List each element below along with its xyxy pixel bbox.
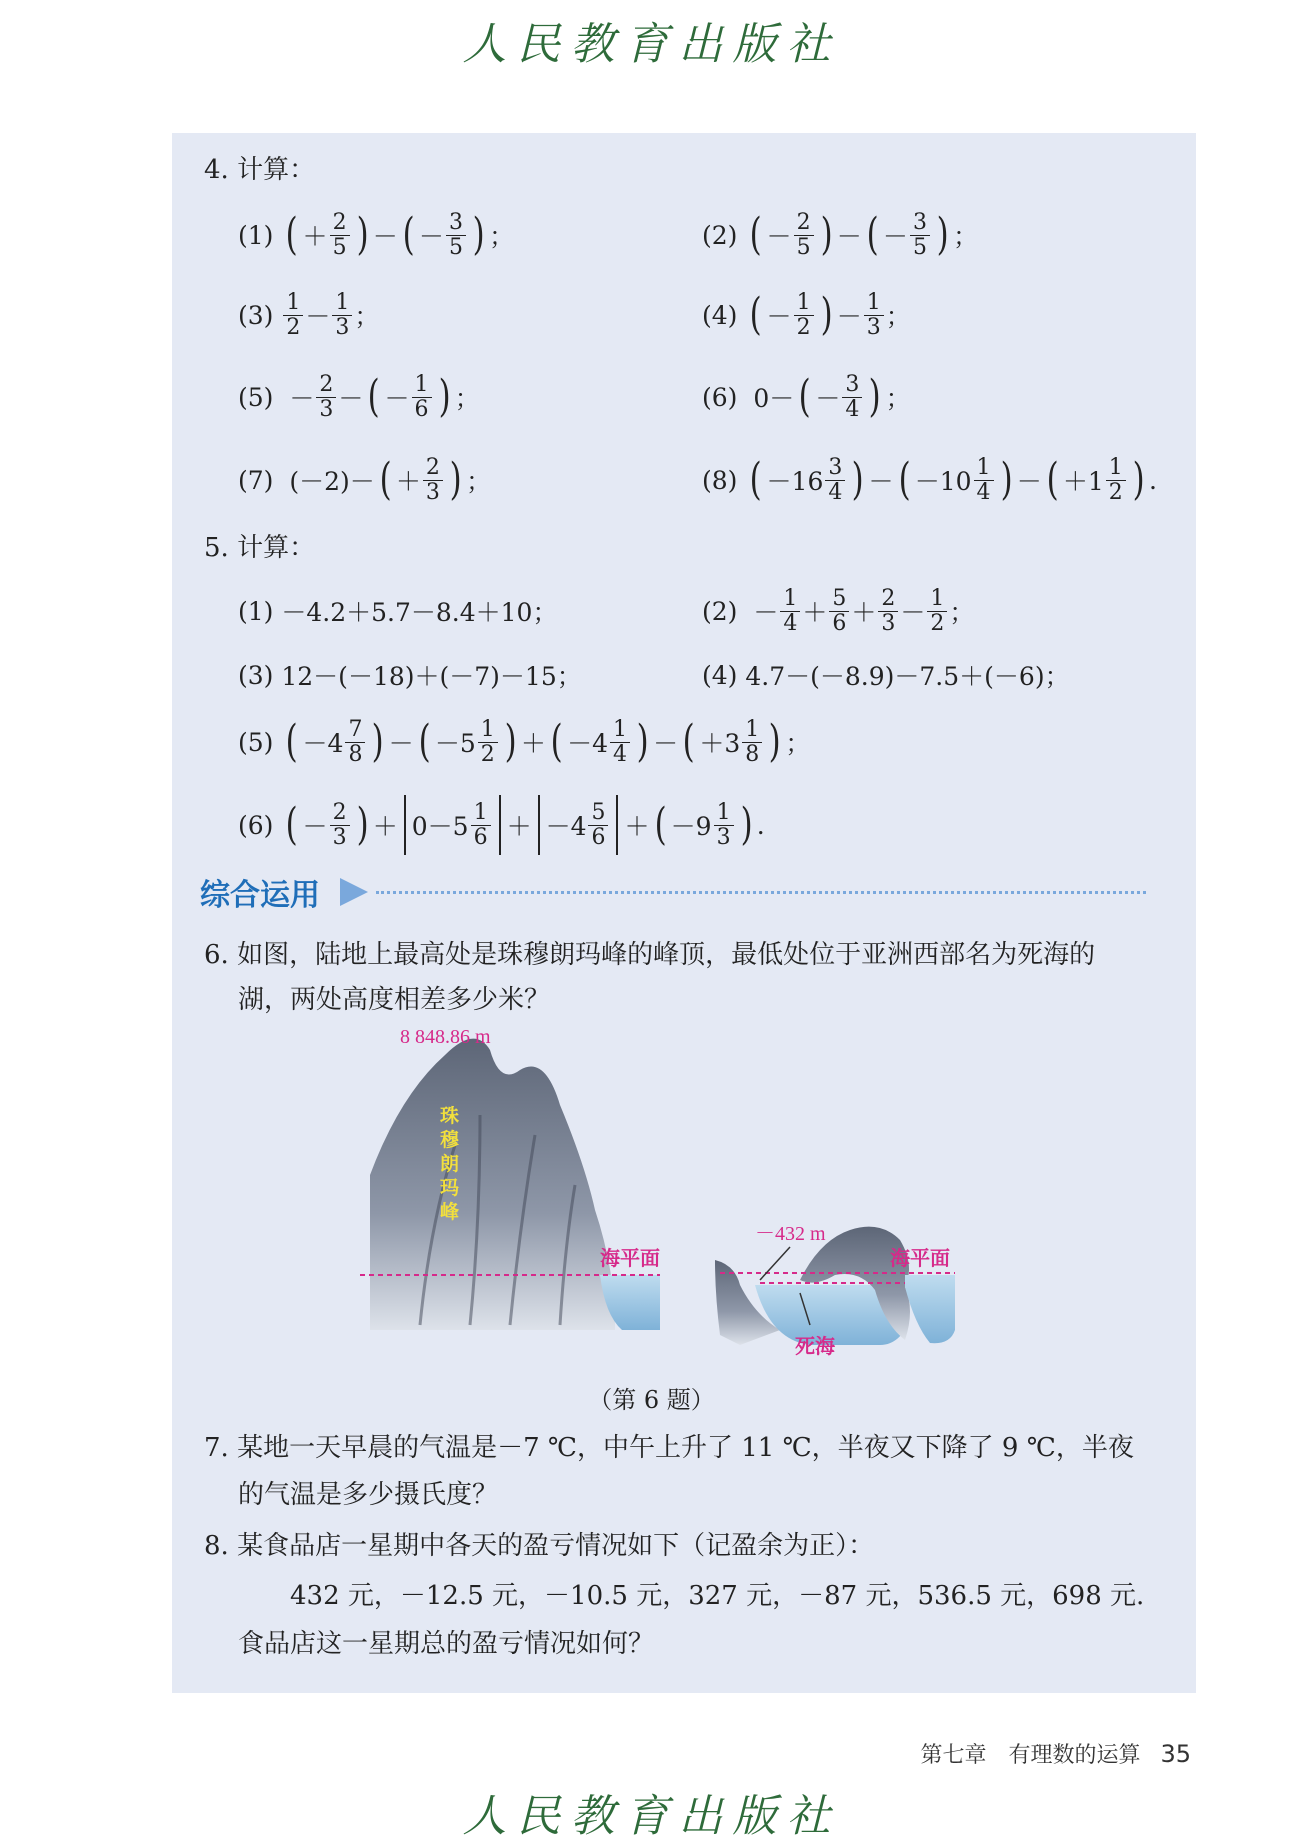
q5-item-1-expr: －4.2＋5.7－8.4＋10；	[281, 598, 558, 627]
q6-caption: （第 6 题）	[588, 1386, 715, 1414]
q6-line-1: 6. 如图，陆地上最高处是珠穆朗玛峰的峰顶，最低处位于亚洲西部名为死海的	[204, 940, 1096, 970]
section-title: 综合运用	[200, 878, 320, 913]
q5-item-5: (5) ( －4 $\frac{7}{8}$ ) － ( －5 $\frac{1}{2}$ ) ＋ ( －4 $\frac{1}{4}$ ) － ( ＋3 $\frac{1}{8}$ ) ；	[238, 716, 811, 767]
everest-name-char-1: 珠	[440, 1105, 460, 1127]
q5-item-2: (2) － $\frac{1}{4}$ ＋ $\frac{5}{6}$ ＋ $\frac{2}{3}$ － $\frac{1}{2}$ ；	[702, 585, 975, 636]
q4-item-2: (2) ( － $\frac{2}{5}$ ) － ( － $\frac{3}{5}$ ) ；	[702, 209, 979, 260]
q5-item-5-label: (5)	[238, 727, 274, 757]
page-footer	[920, 1738, 1191, 1769]
q4-item-5: (5) － $\frac{2}{3}$ － ( － $\frac{1}{6}$ ) ；	[238, 371, 480, 422]
q4-item-1-label: (1)	[238, 220, 274, 250]
everest-name-char-4: 玛	[440, 1177, 460, 1199]
chapter-title: 第七章 有理数的运算	[920, 1743, 1141, 1768]
q5-item-4-label: (4)	[702, 660, 738, 690]
q5-item-3-label: (3)	[238, 660, 274, 690]
q5-item-2-label: (2)	[702, 596, 738, 626]
everest-name-char-2: 穆	[440, 1129, 460, 1151]
q4-title: 4. 计算：	[204, 155, 316, 185]
q4-item-6: (6) 0－ ( － $\frac{3}{4}$ ) ；	[702, 371, 911, 422]
q5-item-4-expr: 4.7－(－8.9)－7.5＋(－6)；	[745, 662, 1070, 691]
publisher-logo-top: 人民教育出版社	[462, 19, 841, 70]
q4-item-7-label: (7)	[238, 465, 274, 495]
q8-line-2: 432 元，－12.5 元，－10.5 元，327 元，－87 元，536.5 元，698 元.	[290, 1581, 1145, 1611]
publisher-logo-bottom: 人民教育出版社	[462, 1791, 841, 1842]
q6-figure	[360, 1025, 1020, 1365]
right-sea	[905, 1275, 955, 1343]
q4-item-3: (3) $\frac{1}{2}$ － $\frac{1}{3}$ ；	[238, 289, 380, 340]
q7-line-1: 7. 某地一天早晨的气温是－7 ℃，中午上升了 11 ℃，半夜又下降了 9 ℃，半夜	[204, 1433, 1134, 1463]
q4-item-1: (1) ( ＋ $\frac{2}{5}$ ) － ( － $\frac{3}{5}$ ) ；	[238, 209, 515, 260]
sea-level-label-right: 海平面	[890, 1246, 950, 1270]
section-header	[200, 870, 1146, 914]
q7-line-2: 的气温是多少摄氏度？	[238, 1480, 499, 1510]
q5-item-6: (6) ( － $\frac{2}{3}$ ) ＋ 0－5 $\frac{1}{6}$ ＋ －4 $\frac{5}{6}$ ＋ ( －9 $\frac{1}{3}$ ) .	[238, 785, 765, 865]
dead-sea-label: 死海	[795, 1334, 835, 1358]
q8-line-3: 食品店这一星期总的盈亏情况如何？	[238, 1629, 655, 1659]
everest-mountain	[370, 1039, 615, 1330]
q5-item-6-label: (6)	[238, 810, 274, 840]
q4-item-6-label: (6)	[702, 382, 738, 412]
dead-sea-depth-label: －432 m	[755, 1223, 826, 1245]
q4-item-8: (8) ( －16 $\frac{3}{4}$ ) － ( －10 $\frac{1}{4}$ ) － ( ＋1 $\frac{1}{2}$ ) .	[702, 454, 1157, 505]
everest-name-char-3: 朗	[440, 1153, 460, 1175]
everest-name-char-5: 峰	[440, 1201, 460, 1223]
q6-line-2: 湖，两处高度相差多少米？	[238, 985, 551, 1015]
page-number: 35	[1160, 1740, 1191, 1768]
everest-height-label: 8 848.86 m	[400, 1026, 491, 1048]
q8-line-1: 8. 某食品店一星期中各天的盈亏情况如下（记盈余为正）：	[204, 1531, 875, 1561]
q5-title: 5. 计算：	[204, 533, 316, 563]
sea-level-label-left: 海平面	[600, 1246, 660, 1270]
q5-item-3-expr: 12－(－18)＋(－7)－15；	[281, 662, 582, 691]
section-arrow-icon	[340, 878, 368, 906]
q4-item-3-label: (3)	[238, 300, 274, 330]
q4-item-4-label: (4)	[702, 300, 738, 330]
q5-item-1-label: (1)	[238, 596, 274, 626]
q4-item-7: (7) (－2)－ ( ＋ $\frac{2}{3}$ ) ；	[238, 454, 492, 505]
section-divider	[376, 891, 1146, 894]
q4-item-4: (4) ( － $\frac{1}{2}$ ) － $\frac{1}{3}$ ；	[702, 289, 911, 340]
q4-item-2-label: (2)	[702, 220, 738, 250]
q4-item-5-label: (5)	[238, 382, 274, 412]
q4-item-8-label: (8)	[702, 465, 738, 495]
